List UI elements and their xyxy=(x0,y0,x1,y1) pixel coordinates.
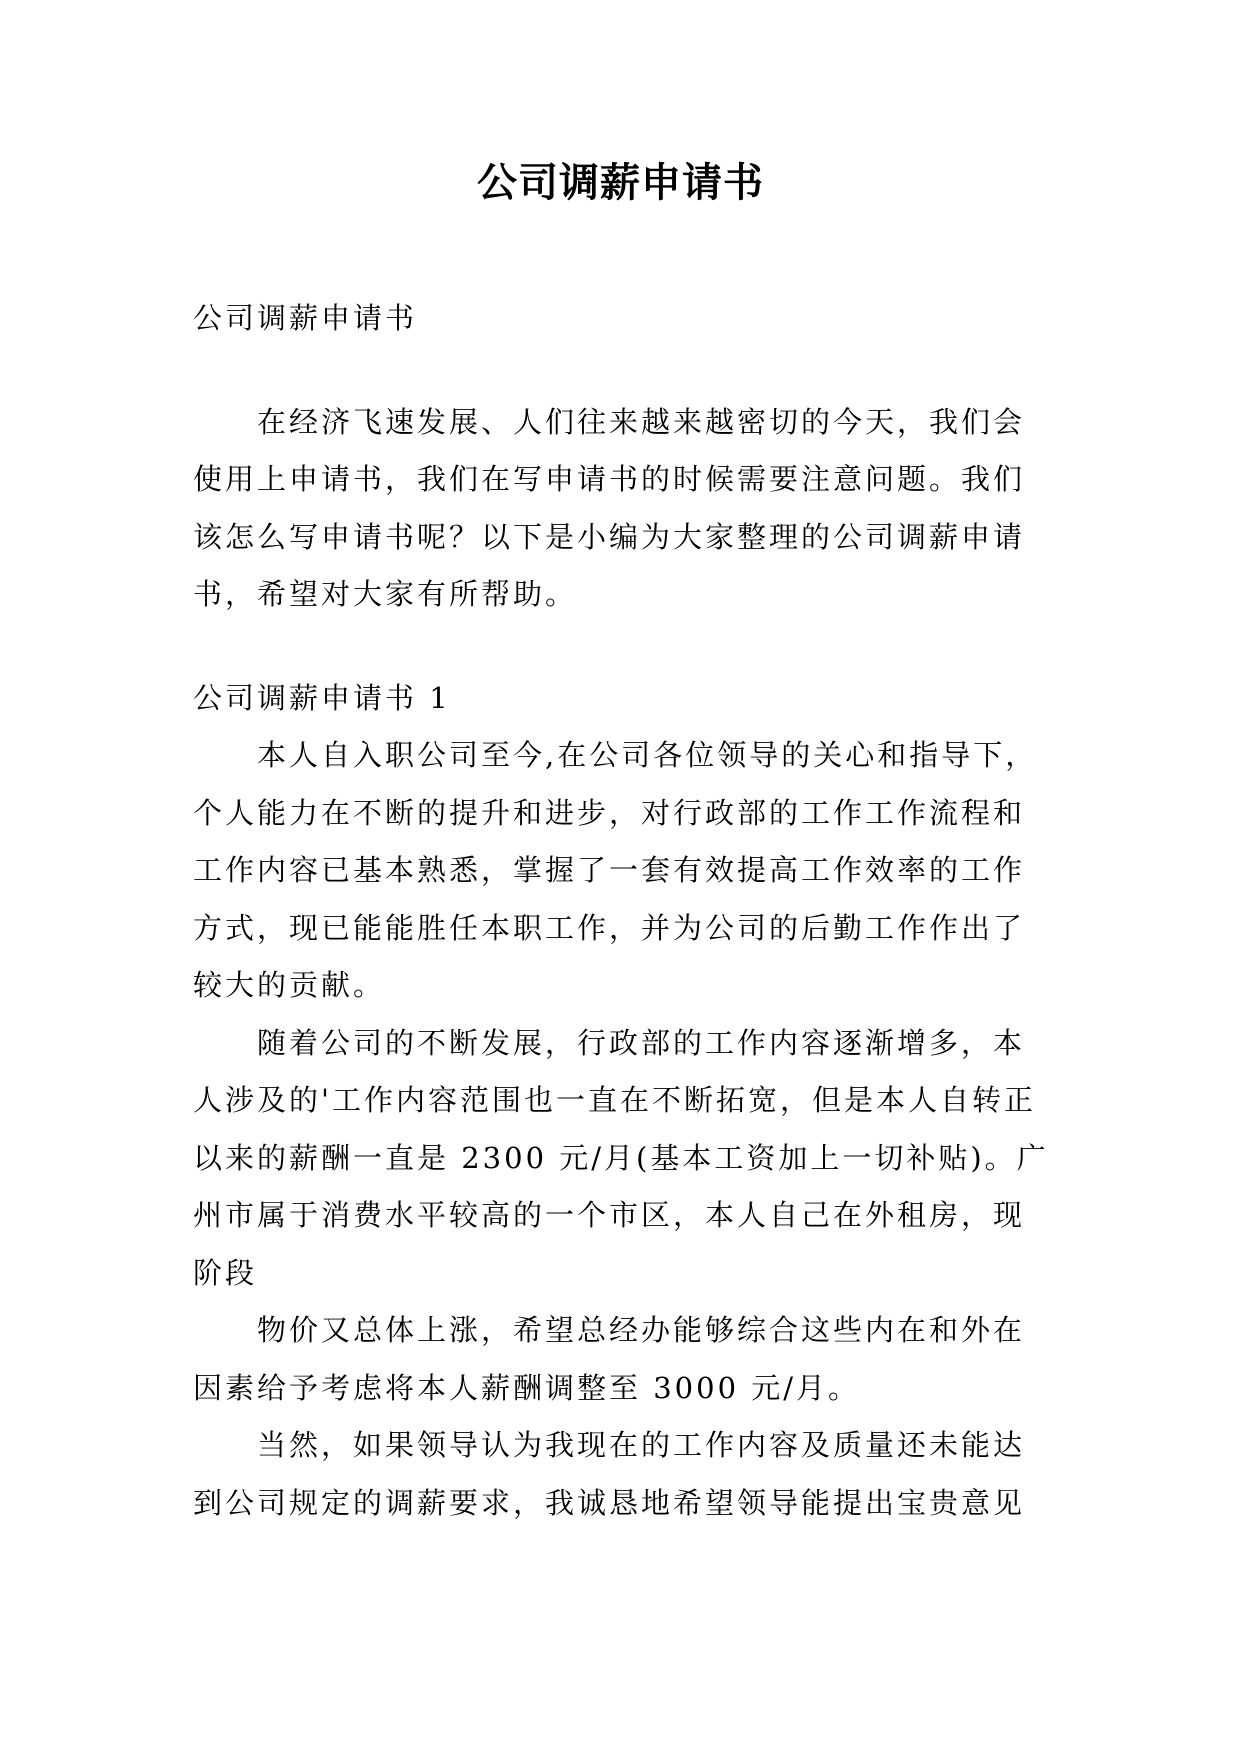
body-paragraph-4: 当然，如果领导认为我现在的工作内容及质量还未能达到公司规定的调薪要求，我诚恳地希望领导能提出宝贵意见 xyxy=(193,1428,1026,1520)
section-heading: 公司调薪申请书 1 xyxy=(193,680,451,715)
document-title: 公司调薪申请书 xyxy=(477,160,764,206)
intro-paragraph: 在经济飞速发展、人们往来越来越密切的今天，我们会使用上申请书，我们在写申请书的时候需要注意问题。我们该怎么写申请书呢？以下是小编为大家整理的公司调薪申请书，希望对大家有所帮助。 xyxy=(193,404,1026,611)
body-paragraph-1: 本人自入职公司至今,在公司各位领导的关心和指导下，个人能力在不断的提升和进步，对行政部的工作工作流程和工作内容已基本熟悉，掌握了一套有效提高工作效率的工作方式，现已能能胜任本职工作，并为公司的后勤工作作出了较大的贡献。 xyxy=(193,738,1038,1002)
body-paragraph-2: 随着公司的不断发展，行政部的工作内容逐渐增多，本人涉及的'工作内容范围也一直在不断拓宽，但是本人自转正以来的薪酬一直是 2300 元/月(基本工资加上一切补贴)。广州市属于消费水平较高的一个市区，本人自己在外租房，现阶段 xyxy=(193,1025,1049,1290)
document-body xyxy=(193,290,1053,1532)
document-subtitle: 公司调薪申请书 xyxy=(193,301,418,335)
body-paragraph-3: 物价又总体上涨，希望总经办能够综合这些内在和外在因素给予考虑将本人薪酬调整至 3000 元/月。 xyxy=(193,1313,1026,1405)
